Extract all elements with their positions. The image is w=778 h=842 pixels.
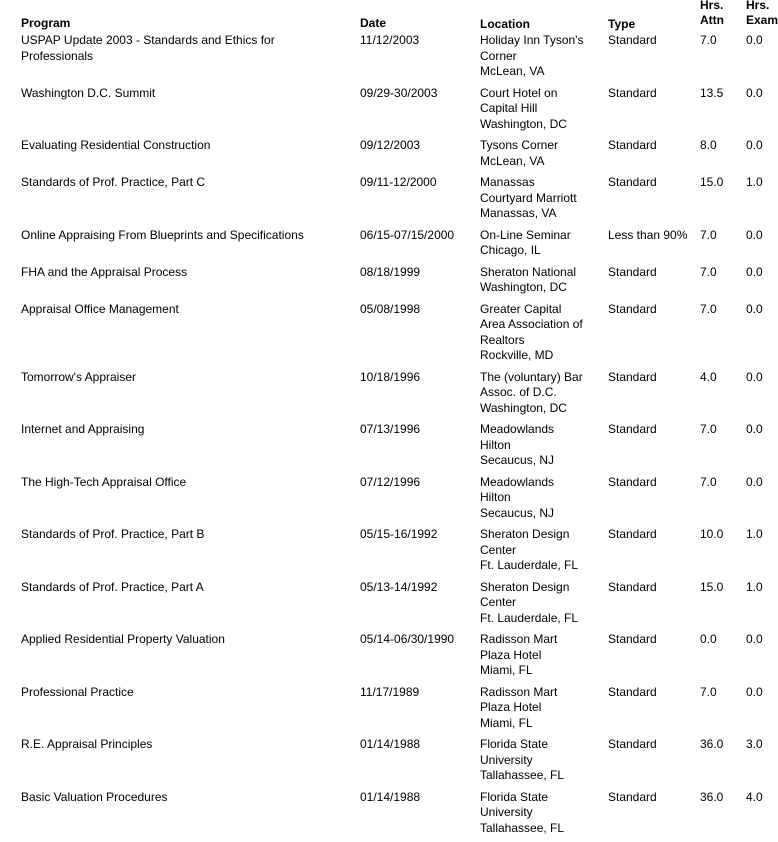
location-line: Capital Hill: [480, 101, 600, 117]
date-cell: 11/17/1989: [360, 685, 419, 701]
location-line: McLean, VA: [480, 64, 600, 80]
header-location: Location: [480, 17, 530, 32]
type-cell: Standard: [608, 737, 657, 753]
date-cell: 05/14-06/30/1990: [360, 632, 454, 648]
location-line: Tallahassee, FL: [480, 821, 600, 837]
location-line: Rockville, MD: [480, 348, 600, 364]
table-row: [0, 138, 778, 175]
type-cell: Standard: [608, 86, 657, 102]
location-line: Sheraton National: [480, 265, 600, 281]
header-date: Date: [360, 16, 386, 31]
date-cell: 06/15-07/15/2000: [360, 228, 454, 244]
location-cell: [480, 86, 600, 133]
location-cell: [480, 265, 600, 296]
location-line: Assoc. of D.C.: [480, 385, 600, 401]
table-row: [0, 175, 778, 228]
date-cell: 11/12/2003: [360, 33, 419, 49]
hrs-attn-cell: 7.0: [700, 422, 717, 438]
hrs-exam-cell: 1.0: [746, 527, 763, 543]
hrs-attn-cell: 13.5: [700, 86, 723, 102]
hrs-exam-cell: 1.0: [746, 580, 763, 596]
location-line: Sheraton Design: [480, 580, 600, 596]
location-line: University: [480, 753, 600, 769]
hrs-attn-cell: 4.0: [700, 370, 717, 386]
location-line: Washington, DC: [480, 401, 600, 417]
program-cell: Standards of Prof. Practice, Part C: [21, 175, 321, 191]
type-cell: Standard: [608, 790, 657, 806]
location-line: Tysons Corner: [480, 138, 600, 154]
type-cell: Standard: [608, 302, 657, 318]
hrs-attn-cell: 7.0: [700, 685, 717, 701]
table-row: [0, 302, 778, 370]
location-line: Sheraton Design: [480, 527, 600, 543]
location-cell: [480, 302, 600, 364]
date-cell: 09/12/2003: [360, 138, 420, 154]
hrs-attn-cell: 7.0: [700, 475, 717, 491]
table-row: [0, 632, 778, 685]
program-cell: Online Appraising From Blueprints and Specifications: [21, 228, 321, 244]
header-program: Program: [21, 16, 70, 31]
program-cell: Applied Residential Property Valuation: [21, 632, 321, 648]
location-line: Meadowlands: [480, 422, 600, 438]
table-row: [0, 86, 778, 139]
hrs-attn-cell: 15.0: [700, 175, 723, 191]
hrs-exam-cell: 0.0: [746, 685, 763, 701]
type-cell: Standard: [608, 632, 657, 648]
date-cell: 07/12/1996: [360, 475, 420, 491]
hrs-attn-cell: 36.0: [700, 790, 723, 806]
hrs-exam-cell: 0.0: [746, 475, 763, 491]
hrs-attn-cell: 7.0: [700, 228, 717, 244]
location-cell: [480, 737, 600, 784]
table-row: [0, 790, 778, 842]
location-line: Washington, DC: [480, 117, 600, 133]
location-line: Area Association of: [480, 317, 600, 333]
location-line: Corner: [480, 49, 600, 65]
program-cell: The High-Tech Appraisal Office: [21, 475, 321, 491]
hrs-exam-cell: 4.0: [746, 790, 763, 806]
location-line: Center: [480, 595, 600, 611]
location-line: Hilton: [480, 490, 600, 506]
location-cell: [480, 790, 600, 837]
hrs-exam-cell: 0.0: [746, 33, 763, 49]
hrs-attn-cell: 7.0: [700, 265, 717, 281]
location-cell: [480, 175, 600, 222]
location-line: University: [480, 805, 600, 821]
location-cell: [480, 580, 600, 627]
location-line: Courtyard Marriott: [480, 191, 600, 207]
hrs-exam-cell: 0.0: [746, 422, 763, 438]
hrs-attn-cell: 36.0: [700, 737, 723, 753]
type-cell: Standard: [608, 370, 657, 386]
hrs-attn-cell: 15.0: [700, 580, 723, 596]
header-hrs-exam: [746, 0, 778, 28]
header-hrs-attn: [700, 0, 724, 28]
table-row: [0, 265, 778, 302]
location-line: Ft. Lauderdale, FL: [480, 611, 600, 627]
location-cell: [480, 527, 600, 574]
location-line: Hilton: [480, 438, 600, 454]
date-cell: 05/13-14/1992: [360, 580, 437, 596]
program-cell: Tomorrow's Appraiser: [21, 370, 321, 386]
date-cell: 08/18/1999: [360, 265, 420, 281]
table-row: [0, 370, 778, 423]
location-line: Holiday Inn Tyson's: [480, 33, 600, 49]
table-row: [0, 33, 778, 86]
location-line: Radisson Mart: [480, 685, 600, 701]
hrs-exam-cell: 0.0: [746, 265, 763, 281]
program-cell: Evaluating Residential Construction: [21, 138, 321, 154]
location-cell: [480, 370, 600, 417]
program-cell: Appraisal Office Management: [21, 302, 321, 318]
location-cell: [480, 632, 600, 679]
hrs-exam-cell: 0.0: [746, 86, 763, 102]
header-hrs-exam-line1: Hrs.: [746, 0, 778, 13]
header-hrs-attn-line1: Hrs.: [700, 0, 724, 13]
hrs-exam-cell: 0.0: [746, 302, 763, 318]
location-line: On-Line Seminar: [480, 228, 600, 244]
location-line: Plaza Hotel: [480, 700, 600, 716]
hrs-exam-cell: 0.0: [746, 632, 763, 648]
table-row: [0, 737, 778, 790]
location-line: Secaucus, NJ: [480, 506, 600, 522]
location-line: Manassas, VA: [480, 206, 600, 222]
location-cell: [480, 33, 600, 80]
hrs-exam-cell: 0.0: [746, 370, 763, 386]
type-cell: Standard: [608, 175, 657, 191]
hrs-exam-cell: 1.0: [746, 175, 763, 191]
location-line: Florida State: [480, 790, 600, 806]
location-cell: [480, 138, 600, 169]
hrs-exam-cell: 0.0: [746, 228, 763, 244]
location-line: Court Hotel on: [480, 86, 600, 102]
date-cell: 01/14/1988: [360, 737, 420, 753]
location-line: Center: [480, 543, 600, 559]
location-line: Plaza Hotel: [480, 648, 600, 664]
program-cell: Standards of Prof. Practice, Part A: [21, 580, 321, 596]
header-type: Type: [608, 17, 635, 32]
program-cell: Internet and Appraising: [21, 422, 321, 438]
program-cell: Professional Practice: [21, 685, 321, 701]
date-cell: 01/14/1988: [360, 790, 420, 806]
location-cell: [480, 475, 600, 522]
program-cell: USPAP Update 2003 - Standards and Ethics for Professionals: [21, 33, 321, 64]
hrs-attn-cell: 7.0: [700, 33, 717, 49]
type-cell: Standard: [608, 580, 657, 596]
table-row: [0, 228, 778, 265]
location-line: McLean, VA: [480, 154, 600, 170]
location-line: Washington, DC: [480, 280, 600, 296]
date-cell: 07/13/1996: [360, 422, 420, 438]
hrs-attn-cell: 7.0: [700, 302, 717, 318]
type-cell: Standard: [608, 265, 657, 281]
table-row: [0, 527, 778, 580]
program-cell: Washington D.C. Summit: [21, 86, 321, 102]
date-cell: 10/18/1996: [360, 370, 420, 386]
date-cell: 09/29-30/2003: [360, 86, 437, 102]
type-cell: Standard: [608, 527, 657, 543]
type-cell: Standard: [608, 475, 657, 491]
hrs-exam-cell: 0.0: [746, 138, 763, 154]
course-table-body: [0, 33, 778, 842]
location-line: Tallahassee, FL: [480, 768, 600, 784]
table-row: [0, 475, 778, 528]
location-line: Miami, FL: [480, 663, 600, 679]
type-cell: Standard: [608, 422, 657, 438]
table-row: [0, 580, 778, 633]
location-cell: [480, 422, 600, 469]
location-line: Florida State: [480, 737, 600, 753]
location-line: Ft. Lauderdale, FL: [480, 558, 600, 574]
header-hrs-exam-line2: Exam: [746, 13, 778, 28]
header-hrs-attn-line2: Attn: [700, 13, 724, 28]
type-cell: Less than 90%: [608, 228, 687, 244]
date-cell: 09/11-12/2000: [360, 175, 437, 191]
location-cell: [480, 228, 600, 259]
hrs-attn-cell: 8.0: [700, 138, 717, 154]
location-line: Miami, FL: [480, 716, 600, 732]
location-line: Meadowlands: [480, 475, 600, 491]
date-cell: 05/15-16/1992: [360, 527, 437, 543]
program-cell: R.E. Appraisal Principles: [21, 737, 321, 753]
table-row: [0, 422, 778, 475]
location-cell: [480, 685, 600, 732]
program-cell: Basic Valuation Procedures: [21, 790, 321, 806]
location-line: Chicago, IL: [480, 243, 600, 259]
location-line: Secaucus, NJ: [480, 453, 600, 469]
location-line: Manassas: [480, 175, 600, 191]
hrs-attn-cell: 0.0: [700, 632, 717, 648]
table-row: [0, 685, 778, 738]
date-cell: 05/08/1998: [360, 302, 420, 318]
hrs-attn-cell: 10.0: [700, 527, 723, 543]
location-line: Radisson Mart: [480, 632, 600, 648]
location-line: Realtors: [480, 333, 600, 349]
program-cell: Standards of Prof. Practice, Part B: [21, 527, 321, 543]
location-line: Greater Capital: [480, 302, 600, 318]
type-cell: Standard: [608, 138, 657, 154]
location-line: The (voluntary) Bar: [480, 370, 600, 386]
type-cell: Standard: [608, 685, 657, 701]
type-cell: Standard: [608, 33, 657, 49]
hrs-exam-cell: 3.0: [746, 737, 763, 753]
program-cell: FHA and the Appraisal Process: [21, 265, 321, 281]
